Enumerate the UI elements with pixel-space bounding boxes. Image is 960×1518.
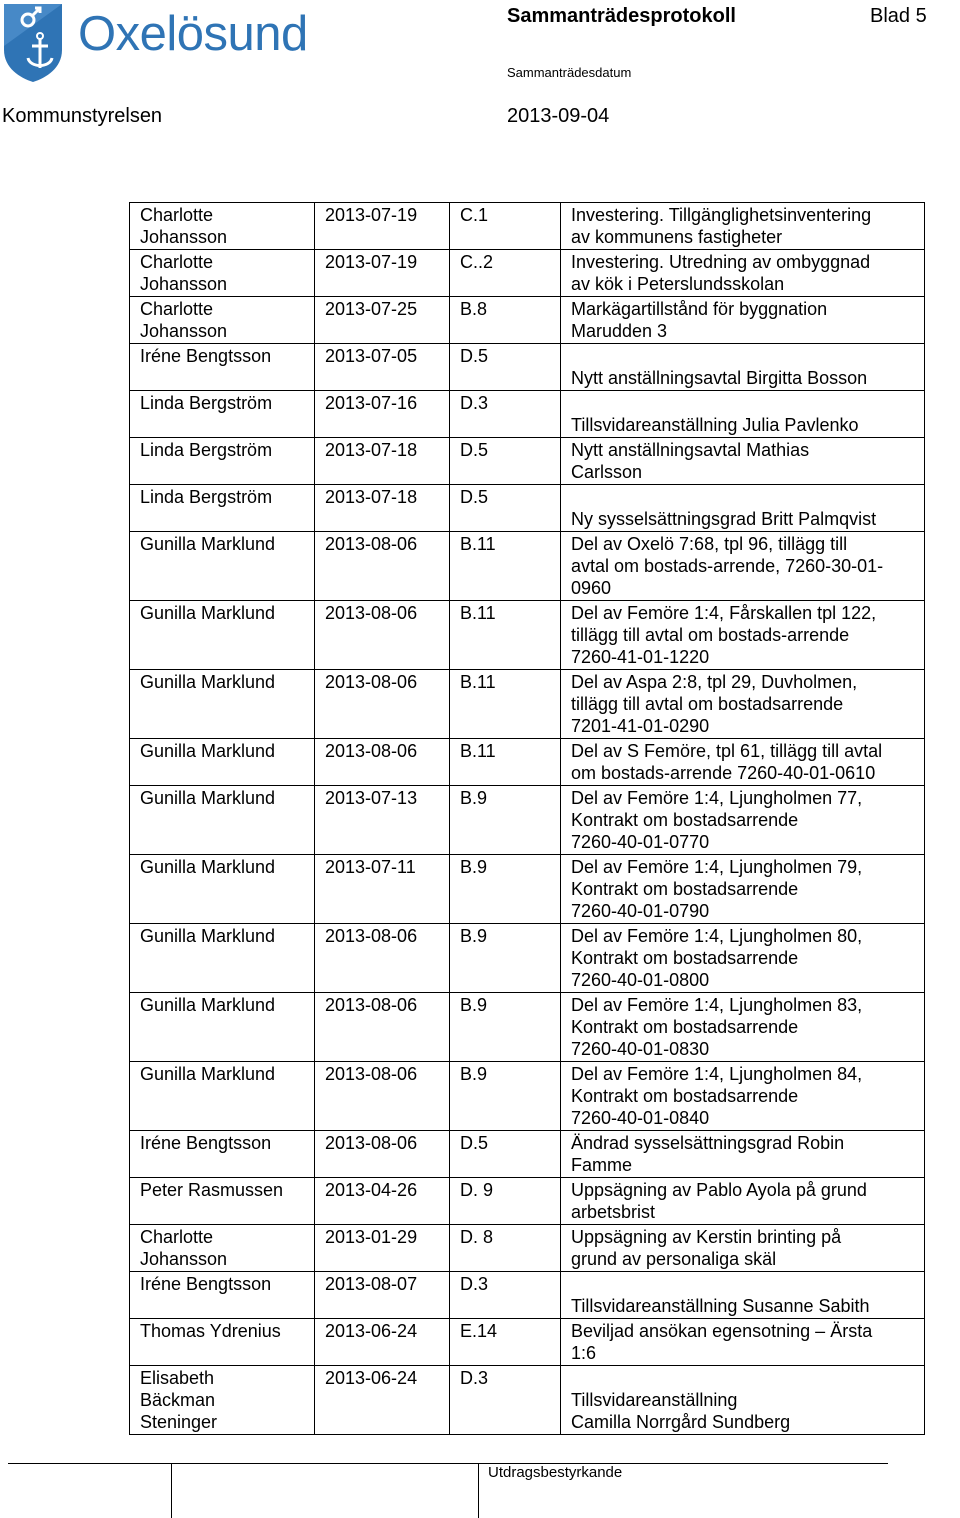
decision-text-cell: Del av Femöre 1:4, Ljungholmen 83, Kontrakt om bostadsarrende 7260-40-01-0830 <box>561 993 925 1062</box>
decision-text-cell: Beviljad ansökan egensotning – Ärsta 1:6 <box>561 1319 925 1366</box>
decision-maker-cell: Linda Bergström <box>130 391 315 438</box>
decision-date-cell: 2013-08-06 <box>315 1062 450 1131</box>
footer-divider <box>8 1463 888 1464</box>
delegation-code-cell: B.9 <box>450 993 561 1062</box>
delegation-code-cell: D.5 <box>450 1131 561 1178</box>
table-row <box>130 344 925 391</box>
table-row <box>130 485 925 532</box>
decision-text-cell: Ändrad sysselsättningsgrad Robin Famme <box>561 1131 925 1178</box>
table-row <box>130 391 925 438</box>
decision-text-cell: Del av Femöre 1:4, Fårskallen tpl 122, tillägg till avtal om bostads-arrende 7260-41-01-1220 <box>561 601 925 670</box>
table-row <box>130 670 925 739</box>
delegation-code-cell: B.9 <box>450 924 561 993</box>
decision-text-cell: Del av Femöre 1:4, Ljungholmen 84, Kontrakt om bostadsarrende 7260-40-01-0840 <box>561 1062 925 1131</box>
decision-date-cell: 2013-08-06 <box>315 532 450 601</box>
table-row <box>130 601 925 670</box>
table-row <box>130 855 925 924</box>
table-row <box>130 786 925 855</box>
decision-text-cell: Tillsvidareanställning Julia Pavlenko <box>561 391 925 438</box>
table-row <box>130 924 925 993</box>
delegation-code-cell: B.11 <box>450 601 561 670</box>
delegation-code-cell: C.1 <box>450 203 561 250</box>
decision-maker-cell: Charlotte Johansson <box>130 1225 315 1272</box>
coat-of-arms-icon <box>2 2 72 84</box>
decision-maker-cell: Elisabeth Bäckman Steninger <box>130 1366 315 1435</box>
decision-maker-cell: Gunilla Marklund <box>130 739 315 786</box>
document-title: Sammanträdesprotokoll <box>507 5 736 27</box>
delegation-code-cell: D.5 <box>450 485 561 532</box>
decision-maker-cell: Linda Bergström <box>130 438 315 485</box>
decision-text-cell: Tillsvidareanställning Susanne Sabith <box>561 1272 925 1319</box>
table-row <box>130 203 925 250</box>
decision-text-cell: Nytt anställningsavtal Mathias Carlsson <box>561 438 925 485</box>
decision-date-cell: 2013-08-06 <box>315 1131 450 1178</box>
decision-text-cell: Del av Femöre 1:4, Ljungholmen 79, Kontrakt om bostadsarrende 7260-40-01-0790 <box>561 855 925 924</box>
decision-date-cell: 2013-07-13 <box>315 786 450 855</box>
decision-maker-cell: Gunilla Marklund <box>130 855 315 924</box>
municipality-logo <box>0 0 345 84</box>
table-row <box>130 1319 925 1366</box>
logo-wordmark: Oxelösund <box>78 7 308 61</box>
decision-maker-cell: Charlotte Johansson <box>130 203 315 250</box>
table-row <box>130 532 925 601</box>
decision-maker-cell: Iréne Bengtsson <box>130 1131 315 1178</box>
decision-date-cell: 2013-07-19 <box>315 250 450 297</box>
delegation-code-cell: B.11 <box>450 739 561 786</box>
decision-text-cell: Tillsvidareanställning Camilla Norrgård Sundberg <box>561 1366 925 1435</box>
table-row <box>130 1225 925 1272</box>
delegation-code-cell: E.14 <box>450 1319 561 1366</box>
decision-text-cell: Del av Oxelö 7:68, tpl 96, tillägg till avtal om bostads-arrende, 7260-30-01- 0960 <box>561 532 925 601</box>
decision-date-cell: 2013-08-06 <box>315 924 450 993</box>
decision-maker-cell: Gunilla Marklund <box>130 670 315 739</box>
decision-date-cell: 2013-08-06 <box>315 670 450 739</box>
decision-date-cell: 2013-01-29 <box>315 1225 450 1272</box>
decision-text-cell: Ny sysselsättningsgrad Britt Palmqvist <box>561 485 925 532</box>
certification-label: Utdragsbestyrkande <box>488 1464 623 1481</box>
table-row <box>130 739 925 786</box>
delegation-code-cell: D. 8 <box>450 1225 561 1272</box>
delegation-code-cell: B.11 <box>450 532 561 601</box>
delegation-code-cell: D.5 <box>450 344 561 391</box>
table-row <box>130 1366 925 1435</box>
table-row <box>130 1272 925 1319</box>
delegation-code-cell: B.9 <box>450 786 561 855</box>
decision-maker-cell: Gunilla Marklund <box>130 924 315 993</box>
delegation-code-cell: D.3 <box>450 391 561 438</box>
decision-text-cell: Investering. Utredning av ombyggnad av kök i Peterslundsskolan <box>561 250 925 297</box>
delegation-code-cell: C..2 <box>450 250 561 297</box>
decision-text-cell: Nytt anställningsavtal Birgitta Bosson <box>561 344 925 391</box>
decision-text-cell: Del av S Femöre, tpl 61, tillägg till avtal om bostads-arrende 7260-40-01-0610 <box>561 739 925 786</box>
decision-date-cell: 2013-04-26 <box>315 1178 450 1225</box>
table-row <box>130 297 925 344</box>
decision-text-cell: Del av Femöre 1:4, Ljungholmen 80, Kontrakt om bostadsarrende 7260-40-01-0800 <box>561 924 925 993</box>
decision-maker-cell: Charlotte Johansson <box>130 297 315 344</box>
meeting-date: 2013-09-04 <box>507 105 610 127</box>
delegation-code-cell: B.9 <box>450 1062 561 1131</box>
decision-date-cell: 2013-07-05 <box>315 344 450 391</box>
table-row <box>130 1131 925 1178</box>
decision-date-cell: 2013-07-18 <box>315 438 450 485</box>
decision-text-cell: Uppsägning av Pablo Ayola på grund arbetsbrist <box>561 1178 925 1225</box>
decision-date-cell: 2013-07-18 <box>315 485 450 532</box>
delegation-code-cell: D. 9 <box>450 1178 561 1225</box>
decision-date-cell: 2013-08-07 <box>315 1272 450 1319</box>
table-row <box>130 250 925 297</box>
delegation-code-cell: D.5 <box>450 438 561 485</box>
decision-date-cell: 2013-08-06 <box>315 993 450 1062</box>
decision-maker-cell: Iréne Bengtsson <box>130 1272 315 1319</box>
decision-text-cell: Del av Aspa 2:8, tpl 29, Duvholmen, tillägg till avtal om bostadsarrende 7201-41-01-0290 <box>561 670 925 739</box>
decision-date-cell: 2013-07-25 <box>315 297 450 344</box>
decision-date-cell: 2013-07-11 <box>315 855 450 924</box>
decision-maker-cell: Gunilla Marklund <box>130 532 315 601</box>
decision-date-cell: 2013-07-16 <box>315 391 450 438</box>
decision-text-cell: Investering. Tillgänglighetsinventering av kommunens fastigheter <box>561 203 925 250</box>
decision-date-cell: 2013-07-19 <box>315 203 450 250</box>
decision-date-cell: 2013-08-06 <box>315 601 450 670</box>
footer-signature-divider <box>478 1463 479 1518</box>
table-row <box>130 1178 925 1225</box>
decision-maker-cell: Linda Bergström <box>130 485 315 532</box>
footer-signature-divider <box>171 1463 172 1518</box>
table-row <box>130 1062 925 1131</box>
decision-date-cell: 2013-08-06 <box>315 739 450 786</box>
decision-maker-cell: Gunilla Marklund <box>130 601 315 670</box>
meeting-date-label: Sammanträdesdatum <box>507 65 632 80</box>
delegation-code-cell: D.3 <box>450 1272 561 1319</box>
table-body <box>130 203 925 1435</box>
committee-name: Kommunstyrelsen <box>2 105 163 127</box>
decision-text-cell: Uppsägning av Kerstin brinting på grund av personaliga skäl <box>561 1225 925 1272</box>
decision-date-cell: 2013-06-24 <box>315 1319 450 1366</box>
decision-text-cell: Markägartillstånd för byggnation Marudden 3 <box>561 297 925 344</box>
decision-maker-cell: Iréne Bengtsson <box>130 344 315 391</box>
delegation-code-cell: D.3 <box>450 1366 561 1435</box>
delegation-code-cell: B.11 <box>450 670 561 739</box>
table-row <box>130 438 925 485</box>
decision-maker-cell: Thomas Ydrenius <box>130 1319 315 1366</box>
decision-maker-cell: Gunilla Marklund <box>130 1062 315 1131</box>
table-row <box>130 993 925 1062</box>
decision-text-cell: Del av Femöre 1:4, Ljungholmen 77, Kontrakt om bostadsarrende 7260-40-01-0770 <box>561 786 925 855</box>
decision-maker-cell: Charlotte Johansson <box>130 250 315 297</box>
decision-maker-cell: Gunilla Marklund <box>130 993 315 1062</box>
delegation-code-cell: B.8 <box>450 297 561 344</box>
decision-maker-cell: Peter Rasmussen <box>130 1178 315 1225</box>
decision-date-cell: 2013-06-24 <box>315 1366 450 1435</box>
delegation-decisions-table <box>129 202 925 1435</box>
sheet-number: Blad 5 <box>870 5 927 27</box>
decision-maker-cell: Gunilla Marklund <box>130 786 315 855</box>
delegation-code-cell: B.9 <box>450 855 561 924</box>
